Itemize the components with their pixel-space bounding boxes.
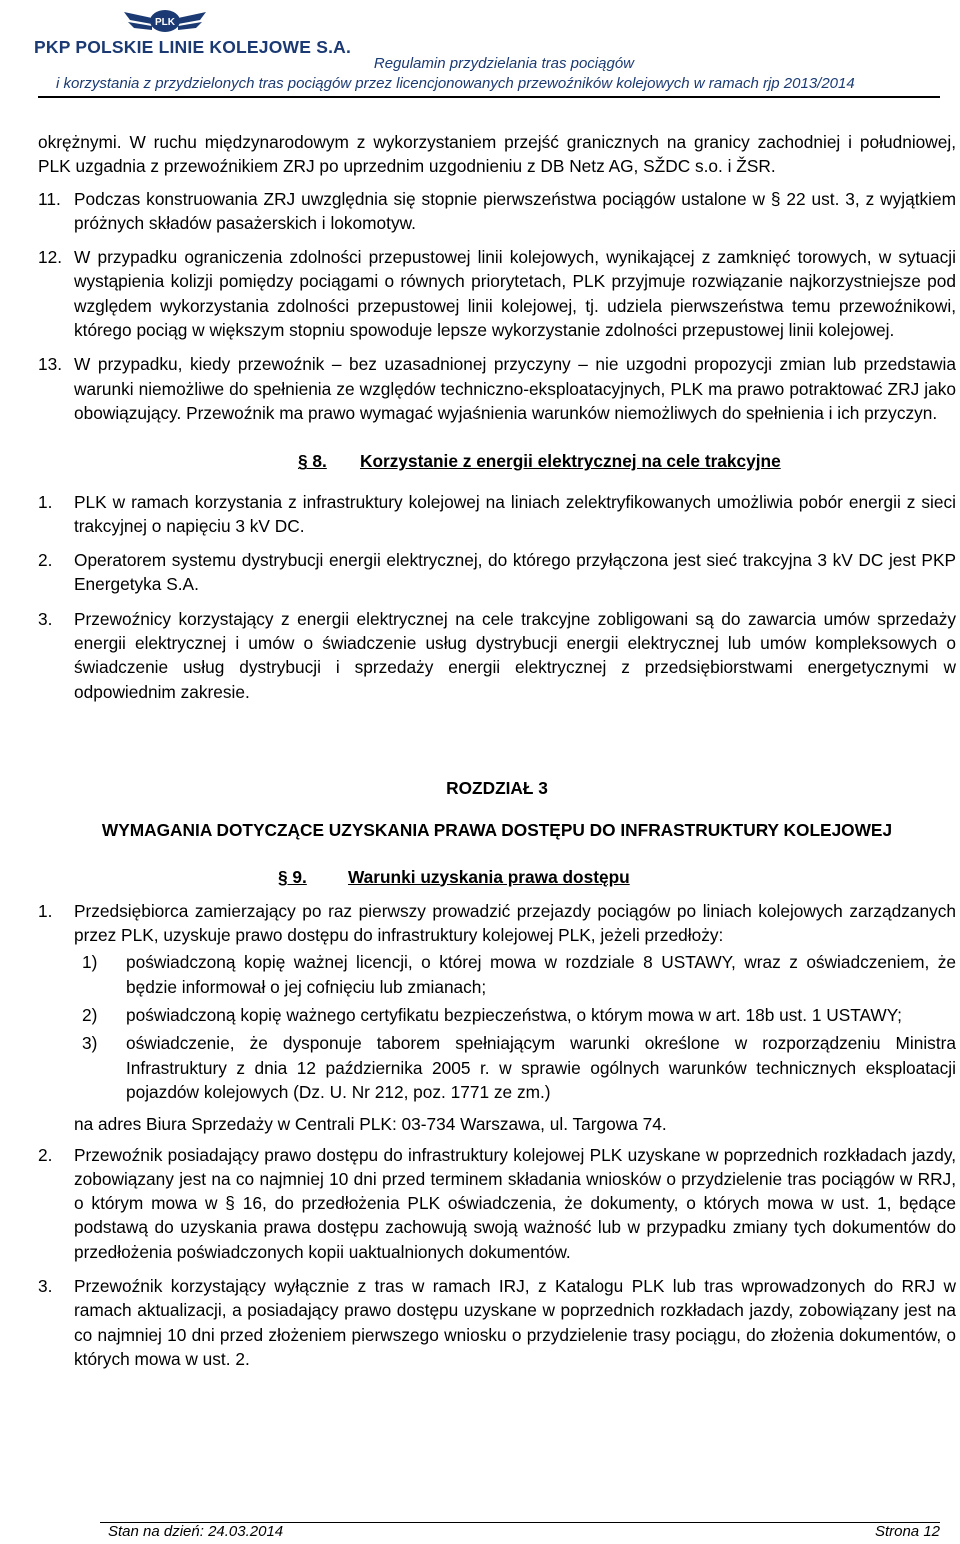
logo-text: PKP POLSKIE LINIE KOLEJOWE S.A. — [34, 37, 352, 57]
sub-item-number: 2) — [82, 1005, 98, 1026]
list-item — [38, 607, 956, 704]
section-number: § 8. — [298, 451, 327, 472]
item-number: 2. — [38, 550, 53, 571]
item-number: 1. — [38, 491, 53, 512]
document-body — [38, 130, 956, 1381]
chapter-label: ROZDZIAŁ 3 — [446, 777, 548, 798]
list-item — [38, 490, 956, 539]
item-text: Podczas konstruowania ZRJ uwzględnia się stopnie pierwszeństwa pociągów ustalone w § 22 ust. 3, z wyjątkiem próżnych składów pasażerskich i lokomotyw. — [74, 188, 956, 233]
submission-address: na adres Biura Sprzedaży w Centrali PLK: 03-734 Warszawa, ul. Targowa 74. — [74, 1114, 667, 1135]
footer-page-number: Strona 12 — [874, 1523, 940, 1540]
section-heading-9 — [38, 865, 956, 889]
intro-continuation: okrężnymi. W ruchu międzynarodowym z wykorzystaniem przejść granicznych na granicy zachodniej i południowej, PLK uzgadnia z przewoźnikiem ZRJ po uprzednim uzgodnieniu z DB Netz AG, SŽDC s.o. i ŽSR. — [38, 132, 956, 177]
item-text: Przedsiębiorca zamierzający po raz pierwszy prowadzić przejazdy pociągów po liniach kolejowych zarządzanych przez PLK, uzyskuje prawo dostępu do infrastruktury kolejowej PLK, jeżeli przedłoży: — [74, 900, 956, 946]
item-number: 11. — [38, 188, 61, 209]
list-item — [38, 1274, 956, 1371]
sub-item-number: 1) — [82, 952, 98, 973]
item-number: 3. — [38, 1275, 53, 1296]
list-item — [38, 245, 956, 342]
sub-item-text: poświadczoną kopię ważnej licencji, o której mowa w rozdziale 8 USTAWY, wraz z oświadczeniem, że będzie informował o jej cofnięciu lub zmianach; — [126, 952, 956, 997]
plk-logo — [34, 6, 352, 57]
item-number: 2. — [38, 1144, 53, 1165]
list-item — [38, 187, 956, 236]
list-item — [38, 1143, 956, 1264]
emblem-text: PLK — [155, 17, 175, 28]
sub-item — [74, 1031, 956, 1104]
list-item — [38, 548, 956, 597]
list-item — [38, 899, 956, 1108]
sub-item — [74, 950, 956, 999]
header-subtitle: i korzystania z przydzielonych tras pociągów przez licencjonowanych przewoźników kolejowych w ramach rjp 2013/2014 — [56, 75, 855, 92]
item-text: Przewoźnicy korzystający z energii elektrycznej na cele trakcyjne zobligowani są do zawarcia umów sprzedaży energii elektrycznej i umów o świadczenie usług dystrybucji energii elektrycznej lub umów kompleksowych o świadczenie usług dystrybucji i sprzedaży energii elektrycznej z przedsiębiorstwami energetycznymi w odpowiednim zakresie. — [74, 608, 956, 702]
list-item — [38, 352, 956, 425]
plk-winged-emblem-icon — [122, 6, 208, 34]
header-title: Regulamin przydzielania tras pociągów — [373, 55, 634, 72]
item-number: 3. — [38, 608, 53, 629]
sub-item-number: 3) — [82, 1033, 98, 1054]
item-text: W przypadku ograniczenia zdolności przepustowej linii kolejowych, wynikającej z zamknięć torowych, w sytuacji wystąpienia kolizji pomiędzy pociągami o równych priorytetach, PLK przyjmuje rozwiązanie najkorzystniejsze pod względem wykorzystania zdolności przepustowej linii kolejowej, tj. udziela pierwszeństwa temu przewoźnikowi, którego pociąg w większym stopniu spowoduje lepsze wykorzystanie zdolności przepustowej linii kolejowej. — [74, 247, 956, 341]
item-text: PLK w ramach korzystania z infrastruktury kolejowej na liniach zelektryfikowanych umożliwia pobór energii z sieci trakcyjnej o napięciu 3 kV DC. — [74, 491, 956, 536]
sub-item — [74, 1003, 956, 1027]
sub-item-text: oświadczenie, że dysponuje taborem spełniającym warunki określone w rozporządzeniu Ministra Infrastruktury z dnia 12 października 2005 r. w sprawie ogólnych warunków technicznych eksploatacji pojazdów kolejowych (Dz. U. Nr 212, poz. 1771 ze zm.) — [126, 1033, 956, 1102]
item-text: Operatorem systemu dystrybucji energii elektrycznej, do którego przyłączona jest sieć trakcyjna 3 kV DC jest PKP Energetyka S.A. — [74, 550, 956, 595]
header-divider — [38, 96, 940, 98]
item-number: 13. — [38, 354, 63, 375]
item-number: 1. — [38, 900, 53, 921]
page-header — [0, 0, 960, 100]
section-heading-8 — [38, 449, 956, 473]
section-number: § 9. — [278, 866, 307, 887]
chapter-title: WYMAGANIA DOTYCZĄCE UZYSKANIA PRAWA DOSTĘPU DO INFRASTRUKTURY KOLEJOWEJ — [101, 820, 893, 841]
section-title: Warunki uzyskania prawa dostępu — [348, 866, 630, 887]
section-title: Korzystanie z energii elektrycznej na cele trakcyjne — [360, 451, 781, 472]
item-text: Przewoźnik posiadający prawo dostępu do infrastruktury kolejowej PLK uzyskane w poprzednich rozkładach jazdy, zobowiązany jest na co najmniej 10 dni przed terminem składania wniosków o przydzielenie tras pociągów w RRJ, o którym mowa w § 16, do przedłożenia PLK oświadczenia, że dokumenty, o których mowa w ust. 1, będące podstawą do uzyskania prawa dostępu zachowują swoją ważność lub w przypadku zmiany tych dokumentów do przedłożenia poświadczonych kopii uaktualnionych dokumentów. — [74, 1144, 956, 1262]
footer-date: Stan na dzień: 24.03.2014 — [108, 1523, 284, 1540]
item-text: W przypadku, kiedy przewoźnik – bez uzasadnionej przyczyny – nie uzgodni propozycji zmian lub przedstawia warunki niemożliwe do spełnienia ze względów techniczno-eksploatacyjnych, PLK ma prawo potraktować ZRJ jako obowiązujący. Przewoźnik ma prawo wymagać wyjaśnienia warunków niemożliwych do spełnienia i ich przyczyn. — [74, 354, 956, 423]
sub-item-text: poświadczoną kopię ważnego certyfikatu bezpieczeństwa, o którym mowa w art. 18b ust. 1 USTAWY; — [126, 1005, 902, 1026]
item-number: 12. — [38, 247, 63, 268]
item-text: Przewoźnik korzystający wyłącznie z tras w ramach IRJ, z Katalogu PLK lub tras wprowadzonych do RRJ w ramach aktualizacji, a posiadający prawo dostępu uzyskane w poprzednich rozkładach jazdy, zobowiązany jest na co najmniej 10 dni przed złożeniem pierwszego wniosku o przydzielenie trasy pociągu, do złożenia dokumentów, o których mowa w ust. 2. — [74, 1275, 956, 1369]
